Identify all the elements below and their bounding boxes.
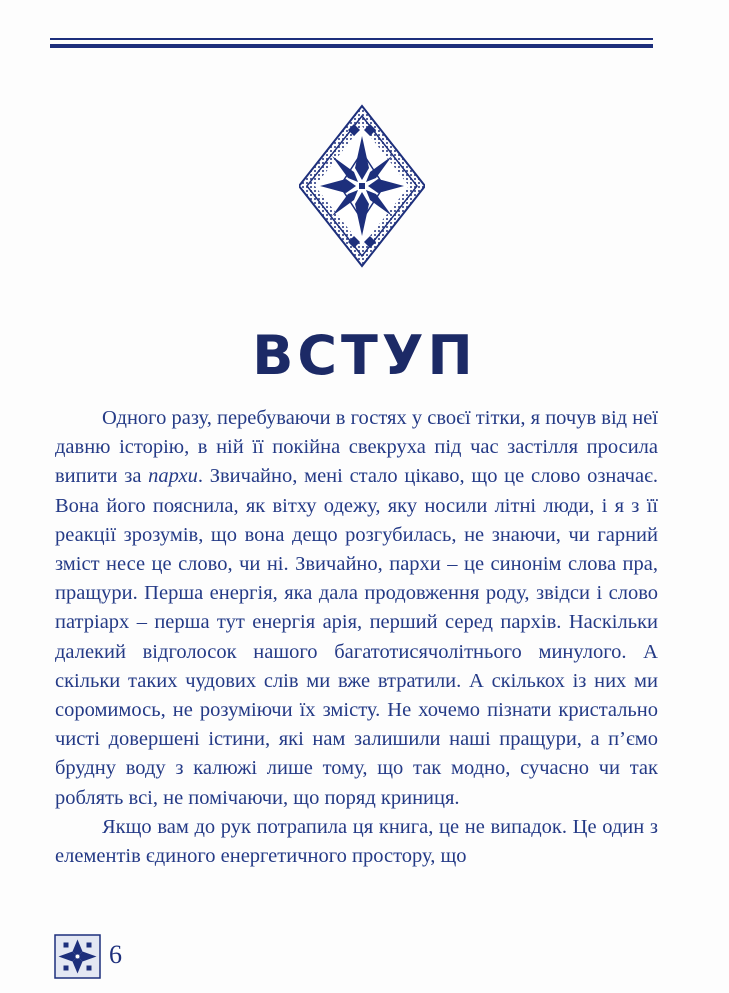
header-rule-thick bbox=[50, 44, 653, 48]
paragraph-1 bbox=[55, 404, 658, 813]
body-text bbox=[55, 404, 658, 871]
chapter-title: ВСТУП bbox=[252, 324, 477, 387]
embroidery-star-ornament-icon bbox=[299, 104, 425, 268]
header-rule-thin bbox=[50, 38, 653, 40]
paragraph-2: Якщо вам до рук потрапила ця книга, це не випадок. Це один з елементів єдиного енергетичного простору, що bbox=[55, 815, 658, 868]
embroidery-motif-icon bbox=[54, 934, 101, 979]
emphasized-word: пархи bbox=[148, 465, 198, 488]
paragraph-1-text-end: . Звичайно, мені стало цікаво, що це слово означає. Вона його пояснила, як вітху одежу, яку носили літні люди, і я з її реакції зрозумів, що вона дещо розгубилась, не знаючи, чи гарний зміст несе це слово, чи ні. Звичайно, пархи – це синонім слова пра, пращури. Перша енергія, яка дала продовження роду, звідси і слово патріарх – перша тут енергія арія, перший серед пархів. Наскільки далекий відголосок нашого багатотисячолітнього минулого. А скільки таких чудових слів ми вже втратили. А скількох із них ми соромимось, не розуміючи їх змісту. Не хочемо пізнати кристально чисті довершені істини, які нам залишили наші пращури, а п’ємо брудну воду з калюжі лише тому, що так модно, сучасно чи так роблять всі, не помічаючи, що поряд криниця. bbox=[55, 465, 658, 809]
page-number: 6 bbox=[109, 940, 122, 969]
paragraph-1-text-start: Одного разу, перебуваючи в гостях у своєї тітки, я почув від неї давню історію, в ній її покійна свекруха під час застілля просила випити за bbox=[55, 407, 658, 488]
